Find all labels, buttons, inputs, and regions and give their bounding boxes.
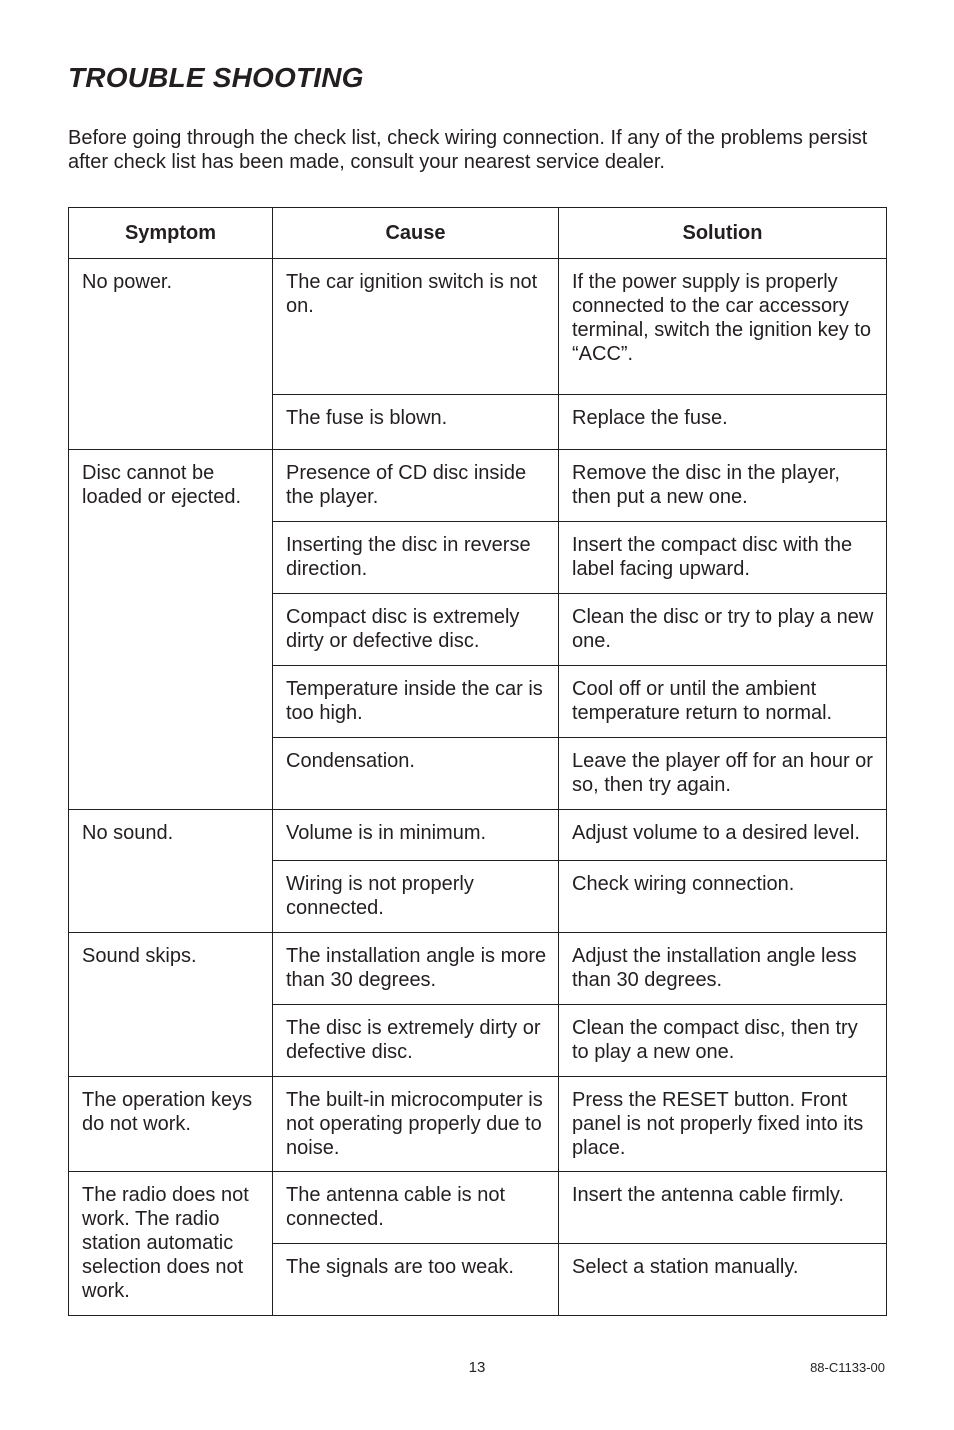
cause-cell: The fuse is blown. xyxy=(273,395,559,450)
cause-cell: The car ignition switch is not on. xyxy=(273,259,559,395)
cause-cell: The antenna cable is not connected. xyxy=(273,1172,559,1244)
symptom-cell: Sound skips. xyxy=(69,933,273,1077)
page-number: 13 xyxy=(468,1359,486,1376)
symptom-cell: No sound. xyxy=(69,810,273,933)
symptom-cell: Disc cannot be loaded or ejected. xyxy=(69,450,273,810)
page-title: TROUBLE SHOOTING xyxy=(68,62,364,93)
solution-cell: Adjust volume to a desired level. xyxy=(559,810,887,861)
solution-cell: Insert the compact disc with the label facing upward. xyxy=(559,522,887,594)
table-header-row xyxy=(69,208,887,259)
troubleshooting-table xyxy=(68,207,887,1316)
cause-cell: Wiring is not properly connected. xyxy=(273,861,559,933)
cause-cell: The signals are too weak. xyxy=(273,1244,559,1316)
header-cause: Cause xyxy=(273,208,559,259)
solution-cell: Press the RESET button. Front panel is not properly fixed into its place. xyxy=(559,1077,887,1172)
solution-cell: Replace the fuse. xyxy=(559,395,887,450)
cause-cell: Compact disc is extremely dirty or defective disc. xyxy=(273,594,559,666)
table-row xyxy=(69,259,887,395)
solution-cell: Remove the disc in the player, then put a new one. xyxy=(559,450,887,522)
table-row xyxy=(69,810,887,861)
cause-cell: The built-in microcomputer is not operating properly due to noise. xyxy=(273,1077,559,1172)
solution-cell: Cool off or until the ambient temperature return to normal. xyxy=(559,666,887,738)
solution-cell: Leave the player off for an hour or so, then try again. xyxy=(559,738,887,810)
document-code: 88-C1133-00 xyxy=(810,1360,885,1375)
cause-cell: Volume is in minimum. xyxy=(273,810,559,861)
cause-cell: Presence of CD disc inside the player. xyxy=(273,450,559,522)
header-solution: Solution xyxy=(559,208,887,259)
intro-paragraph: Before going through the check list, check wiring connection. If any of the problems persist after check list has been made, consult your nearest service dealer. xyxy=(68,127,868,173)
header-symptom: Symptom xyxy=(69,208,273,259)
table-row xyxy=(69,1172,887,1244)
cause-cell: Condensation. xyxy=(273,738,559,810)
solution-cell: Check wiring connection. xyxy=(559,861,887,933)
cause-cell: The disc is extremely dirty or defective disc. xyxy=(273,1005,559,1077)
solution-cell: Adjust the installation angle less than 30 degrees. xyxy=(559,933,887,1005)
cause-cell: Temperature inside the car is too high. xyxy=(273,666,559,738)
symptom-cell: The operation keys do not work. xyxy=(69,1077,273,1172)
symptom-cell: The radio does not work. The radio station automatic selection does not work. xyxy=(69,1172,273,1316)
solution-cell: Insert the antenna cable firmly. xyxy=(559,1172,887,1244)
solution-cell: If the power supply is properly connected to the car accessory terminal, switch the ignition key to “ACC”. xyxy=(559,259,887,395)
cause-cell: Inserting the disc in reverse direction. xyxy=(273,522,559,594)
cause-cell: The installation angle is more than 30 degrees. xyxy=(273,933,559,1005)
table-row xyxy=(69,450,887,522)
solution-cell: Select a station manually. xyxy=(559,1244,887,1316)
solution-cell: Clean the compact disc, then try to play a new one. xyxy=(559,1005,887,1077)
table-row xyxy=(69,933,887,1005)
symptom-cell: No power. xyxy=(69,259,273,450)
solution-cell: Clean the disc or try to play a new one. xyxy=(559,594,887,666)
table-row xyxy=(69,1077,887,1172)
